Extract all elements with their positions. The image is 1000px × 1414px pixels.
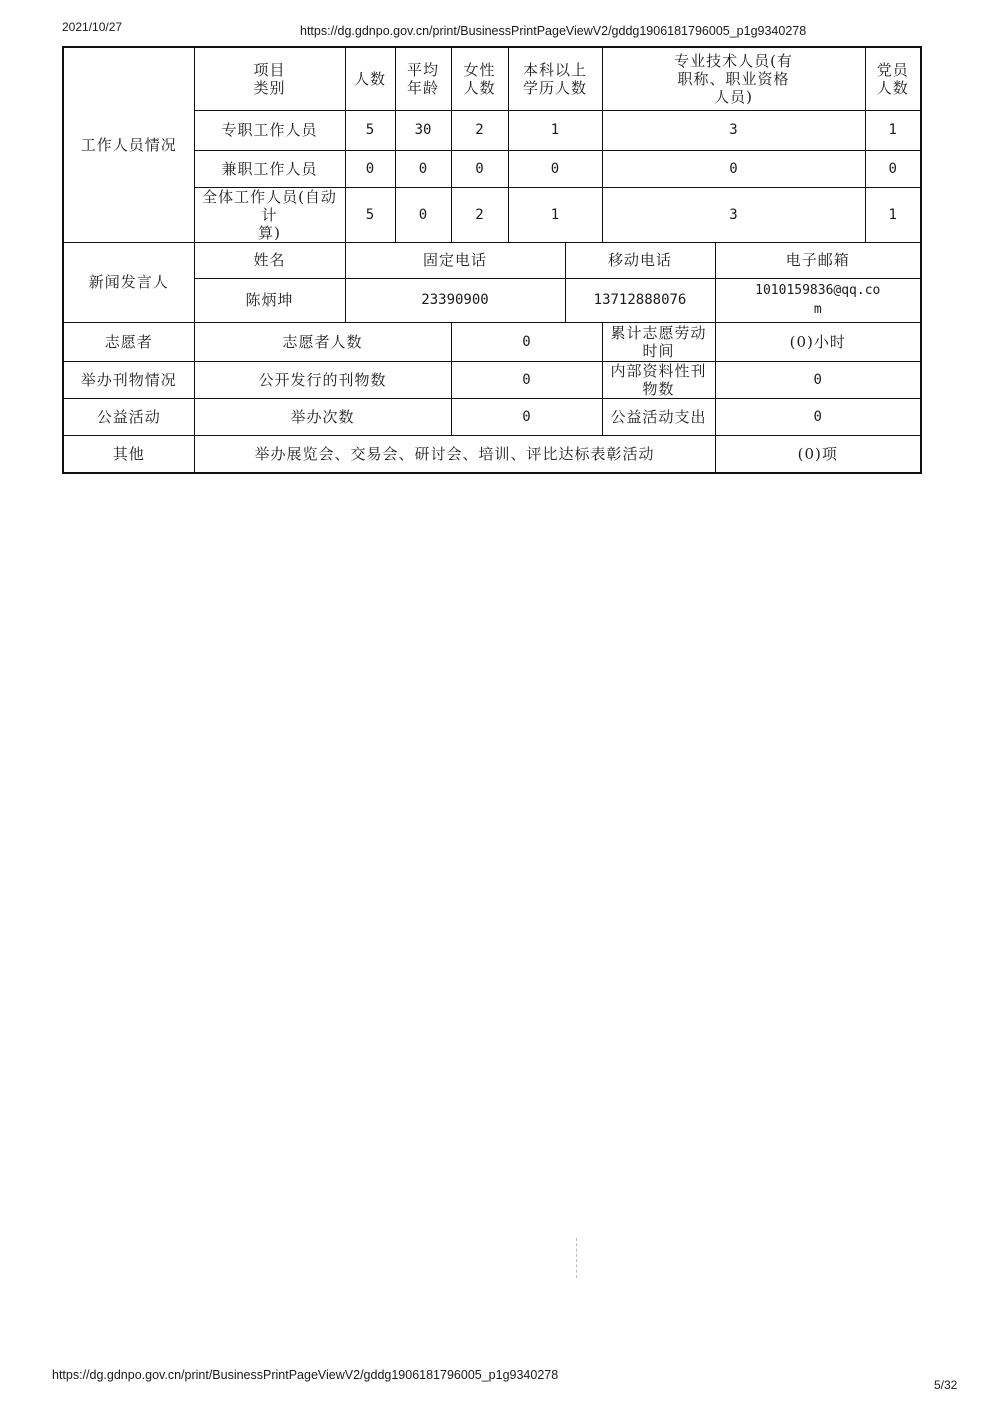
staff-bachelor: 1 [508, 187, 602, 242]
spokesperson-landline: 23390900 [345, 278, 565, 322]
staff-avg-age: 0 [395, 150, 451, 187]
print-date: 2021/10/27 [62, 20, 123, 34]
charity-expense: 0 [715, 398, 921, 435]
scan-artifact-divider [576, 1238, 579, 1278]
staff-bachelor: 0 [508, 150, 602, 187]
table-row [63, 361, 921, 398]
spokesperson-header-row [63, 242, 921, 278]
col-count: 人数 [345, 47, 395, 110]
volunteers-hours: (0)小时 [715, 322, 921, 361]
table-row [63, 398, 921, 435]
staff-female: 2 [451, 110, 508, 150]
page-number: 5/32 [934, 1378, 958, 1392]
staff-avg-age: 0 [395, 187, 451, 242]
staff-count: 5 [345, 187, 395, 242]
staff-header-row [63, 47, 921, 110]
footer-url: https://dg.gdnpo.gov.cn/print/BusinessPrintPageViewV2/gddg1906181796005_p1g9340278 [52, 1368, 559, 1382]
other-activities-label: 举办展览会、交易会、研讨会、培训、评比达标表彰活动 [194, 435, 715, 473]
other-section-label: 其他 [63, 435, 194, 473]
organization-info-table [62, 46, 922, 474]
staff-count: 5 [345, 110, 395, 150]
charity-times-label: 举办次数 [194, 398, 451, 435]
publications-section-label: 举办刊物情况 [63, 361, 194, 398]
publications-public-count: 0 [451, 361, 602, 398]
staff-category: 全体工作人员(自动计 算) [194, 187, 345, 242]
volunteers-count: 0 [451, 322, 602, 361]
staff-avg-age: 30 [395, 110, 451, 150]
staff-party: 1 [865, 187, 921, 242]
publications-public-label: 公开发行的刊物数 [194, 361, 451, 398]
staff-category: 专职工作人员 [194, 110, 345, 150]
staff-count: 0 [345, 150, 395, 187]
volunteers-count-label: 志愿者人数 [194, 322, 451, 361]
staff-section-label: 工作人员情况 [63, 47, 194, 242]
volunteers-hours-label: 累计志愿劳动时间 [602, 322, 715, 361]
col-email: 电子邮箱 [715, 242, 921, 278]
spokesperson-name: 陈炳坤 [194, 278, 345, 322]
staff-professional: 3 [602, 110, 865, 150]
col-item-category: 项目 类别 [194, 47, 345, 110]
col-avg-age: 平均 年龄 [395, 47, 451, 110]
staff-bachelor: 1 [508, 110, 602, 150]
staff-category: 兼职工作人员 [194, 150, 345, 187]
col-mobile: 移动电话 [565, 242, 715, 278]
table-row [63, 322, 921, 361]
col-landline: 固定电话 [345, 242, 565, 278]
col-name: 姓名 [194, 242, 345, 278]
spokesperson-section-label: 新闻发言人 [63, 242, 194, 322]
col-professional: 专业技术人员(有 职称、职业资格 人员) [602, 47, 865, 110]
charity-times: 0 [451, 398, 602, 435]
staff-female: 0 [451, 150, 508, 187]
spokesperson-email: 1010159836@qq.co m [715, 278, 921, 322]
publications-internal-label: 内部资料性刊物数 [602, 361, 715, 398]
staff-professional: 3 [602, 187, 865, 242]
staff-party: 1 [865, 110, 921, 150]
header-url: https://dg.gdnpo.gov.cn/print/BusinessPrintPageViewV2/gddg1906181796005_p1g9340278 [300, 24, 807, 38]
staff-female: 2 [451, 187, 508, 242]
volunteers-section-label: 志愿者 [63, 322, 194, 361]
col-party: 党员 人数 [865, 47, 921, 110]
col-bachelor: 本科以上 学历人数 [508, 47, 602, 110]
other-activities-count: (0)项 [715, 435, 921, 473]
charity-expense-label: 公益活动支出 [602, 398, 715, 435]
charity-section-label: 公益活动 [63, 398, 194, 435]
col-female: 女性 人数 [451, 47, 508, 110]
staff-professional: 0 [602, 150, 865, 187]
publications-internal-count: 0 [715, 361, 921, 398]
staff-party: 0 [865, 150, 921, 187]
table-row [63, 435, 921, 473]
spokesperson-mobile: 13712888076 [565, 278, 715, 322]
